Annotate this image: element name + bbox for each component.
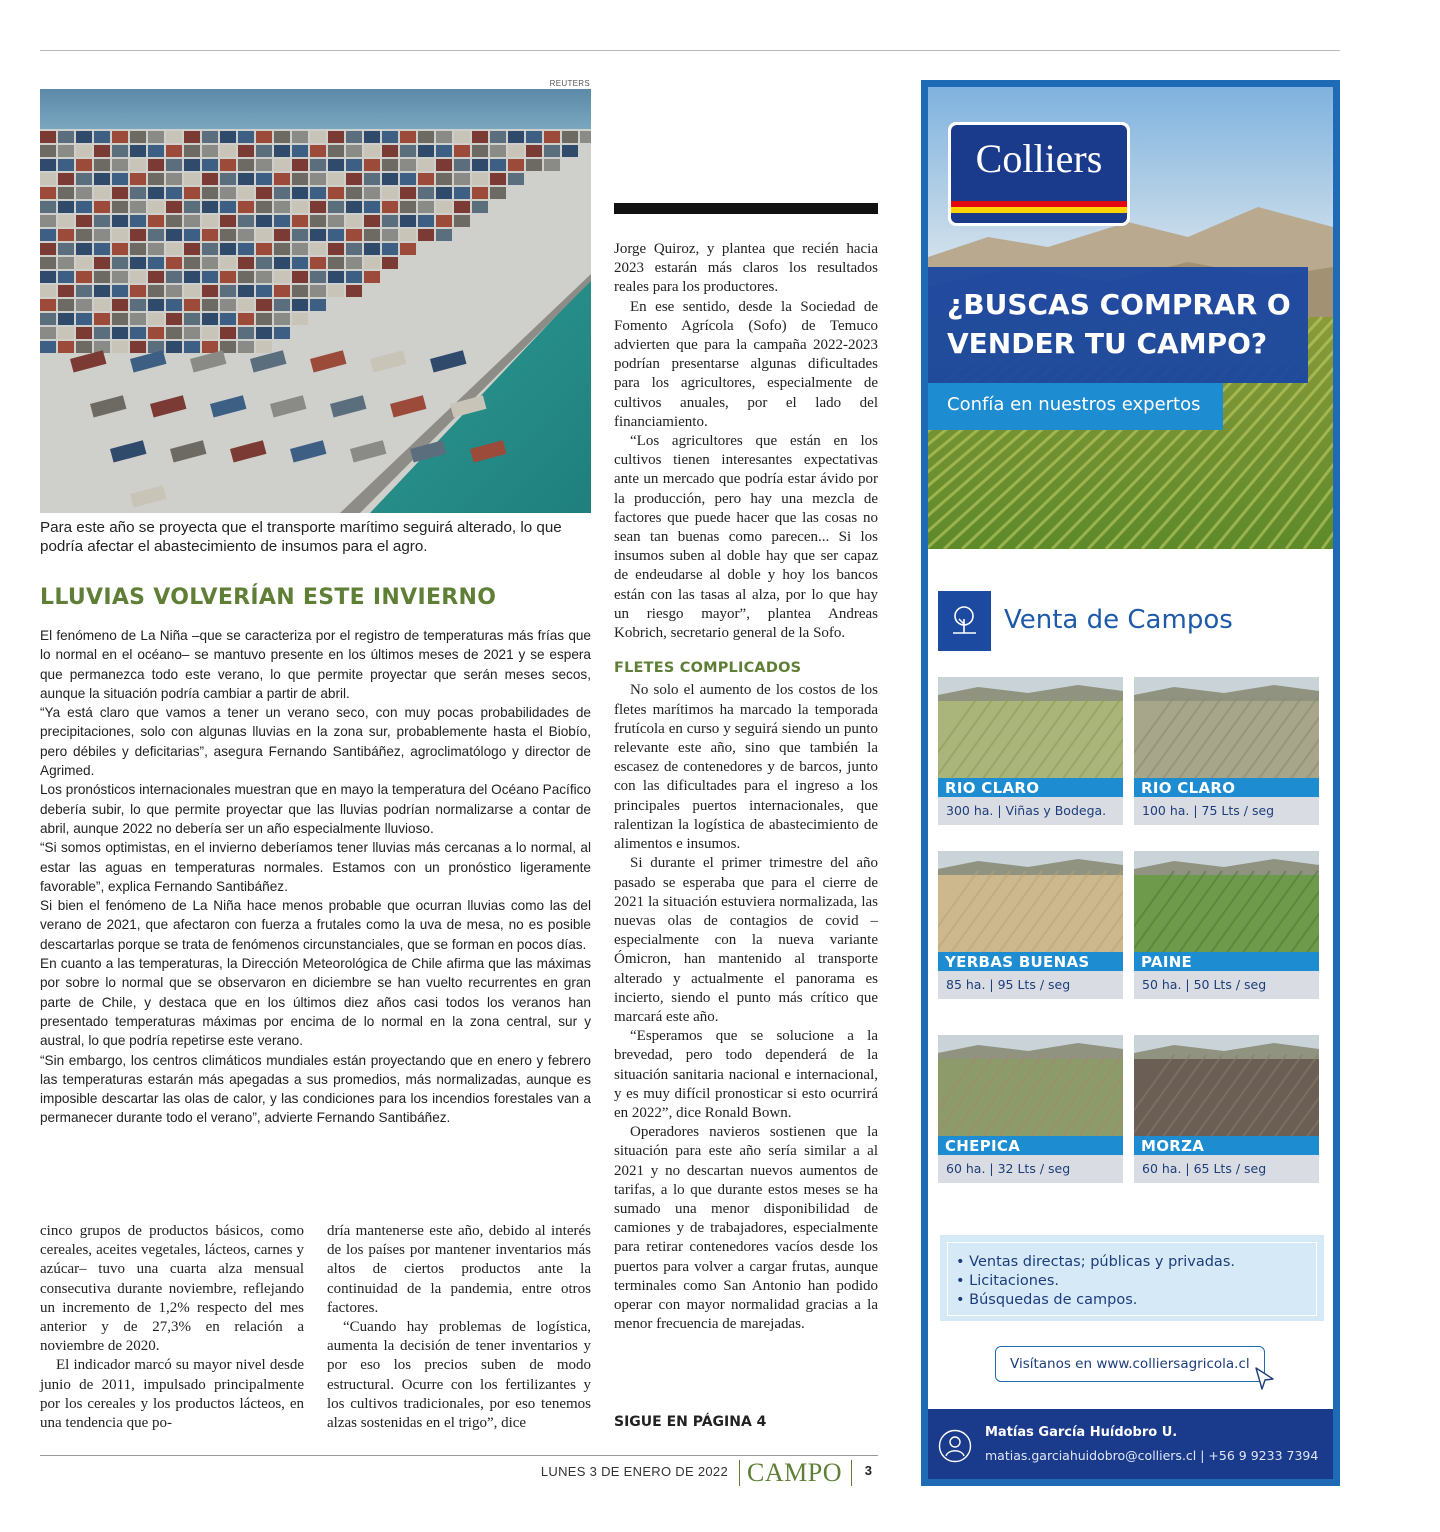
section-paragraph: “Si somos optimistas, en el invierno deberíamos tener lluvias más cercanas a lo normal, al estar las aguas en temperaturas normales. Estamos con un pronóstico ligeramente favorable”, explica Fernando Santibáñez. [40,840,591,894]
section-paragraph: Los pronósticos internacionales muestran que en mayo la temperatura del Océano Pacífico debería subir, lo que permite proyectar que las lluvias podrían normalizarse a contar de abril, aunque 2022 no debería ser un año especialmente lluvioso. [40,782,591,836]
ad-headline: ¿BUSCAS COMPRAR O VENDER TU CAMPO? [947,288,1291,360]
article-paragraph: Jorge Quiroz, y plantea que recién hacia 2023 estarán más claros los resultados reales para los productores. [614,241,878,296]
property-name: MORZA [1141,1137,1205,1155]
colliers-logo [948,122,1130,226]
photo-caption: Para este año se proyecta que el transporte marítimo seguirá alterado, lo que podría afectar el abastecimiento de insumos para el agro. [40,519,562,555]
footer-rule [40,1455,878,1456]
property-name-bar [938,952,1123,971]
service-item: • Búsquedas de campos. [956,1291,1316,1310]
article-paragraph: dría mantenerse este año, debido al interés de los países por mantener inventarios más altos de ciertos productos ante la continuidad de la pandemia, entre otros factores. [327,1223,591,1316]
article-paragraph: “Los agricultores que están en los cultivos tienen interesantes expectativas ante un mercado que podría estar ávido por la producción, pero hay una mezcla de factores que puede hacer que las cosas no sean tan buenas como parecen... Si los insumos suben al doble hay que ser capaz de endeudarse al doble y hoy los bancos están con las tasas al alza, por lo que hay un riesgo mayor”, plantea Andreas Kobrich, secretario general de la Sofo. [614,433,878,642]
property-info: 300 ha. | Viñas y Bodega. [946,803,1107,818]
service-item: • Ventas directas; públicas y privadas. [956,1253,1316,1272]
article-column-3 [614,240,878,1334]
property-info-bar [938,1155,1123,1183]
ad-headline-banner [928,267,1308,383]
logo-wordmark: Colliers [975,136,1103,181]
property-photo [938,1035,1123,1138]
top-rule [40,50,1340,51]
section-body [40,626,591,1128]
continue-note: SIGUE EN PÁGINA 4 [614,1414,767,1430]
page-number: 3 [864,1463,872,1478]
services-box [940,1235,1324,1321]
website-button[interactable] [995,1346,1265,1382]
section-paragraph: Si bien el fenómeno de La Niña hace menos probable que ocurran lluvias como las del verano de 2021, que afectaron con fuerza a frutales como la uva de mesa, no es posible descartarlas porque se trata de fenómenos circunstanciales, que se forman en pocos días. [40,898,591,952]
article-paragraph: En ese sentido, desde la Sociedad de Fomento Agrícola (Sofo) de Temuco advierten que para la campaña 2022-2023 podrían presentarse algunas dificultades para los agricultores, especialmente de cultivos anuales, por el lado del financiamiento. [614,298,878,430]
article-subheading: FLETES COMPLICADOS [614,660,802,677]
property-name: YERBAS BUENAS [945,953,1090,971]
website-label: Visítanos en www.colliersagricola.cl [1010,1356,1250,1372]
ad-subline-banner [928,383,1223,430]
property-name: CHEPICA [945,1137,1021,1155]
property-info-bar [1134,971,1319,999]
article-paragraph: Si durante el primer trimestre del año pasado se esperaba que para el cierre de 2021 la situación estuviera normalizada, las nuevas olas de contagios de covid –especialmente con la nueva variante Ómicron, han mantenido al transporte alterado y actualmente el panorama es incierto, siendo el punto más crítico que marcará este año. [614,855,878,1025]
venta-title: Venta de Campos [1004,605,1233,635]
property-name-bar [1134,778,1319,797]
contact-bar [928,1409,1333,1479]
property-info-bar [938,797,1123,825]
footer-divider [739,1460,740,1486]
property-name-bar [1134,1136,1319,1155]
section-paragraph: El fenómeno de La Niña –que se caracteriza por el registro de temperaturas más frías que lo normal en el océano– se mantuvo presente en los últimos meses de 2021 y se espera que permanezca todo este verano, lo que permite proyectar que serán meses secos, aunque la situación podría cambiar a partir de abril. [40,628,591,701]
article-paragraph: No solo el aumento de los costos de los fletes marítimos ha marcado la temporada frutícola en curso y seguirá siendo un punto relevante este año, sino que también la escasez de contenedores y de barcos, junto con las dificultades para el ingreso a los principales puertos internacionales, que ralentizan la logística de abastecimiento de alimentos e insumos. [614,682,878,853]
column-separator-bar [614,203,878,214]
property-info-bar [1134,1155,1319,1183]
section-paragraph: En cuanto a las temperaturas, la Dirección Meteorológica de Chile afirma que las máximas por sobre lo normal que se observaron en diciembre se han vuelto recurrentes en gran parte de Chile, y destaca que en los últimos diez años casi todos los veranos han presentado temperaturas máximas por encima de lo normal en la zona central, sur y austral, lo que podría repetirse este verano. [40,956,591,1049]
tree-icon [938,591,991,651]
page-footer [40,1460,878,1490]
property-name: PAINE [1141,953,1193,971]
property-name: RIO CLARO [1141,779,1236,797]
property-photo [1134,1035,1319,1138]
property-info: 60 ha. | 65 Lts / seg [1142,1161,1267,1176]
property-name-bar [938,778,1123,797]
photo-credit: REUTERS [549,79,590,88]
property-name: RIO CLARO [945,779,1040,797]
property-photo [1134,851,1319,954]
cursor-icon [1253,1365,1277,1393]
article-paragraph: El indicador marcó su mayor nivel desde junio de 2011, impulsado principalmente por los cereales y los productos lácteos, en una tendencia que po- [40,1357,304,1432]
property-info: 60 ha. | 32 Lts / seg [946,1161,1071,1176]
logo-stripe-blue [951,213,1127,223]
article-paragraph: “Esperamos que se solucione a la brevedad, pero todo dependerá de la situación sanitaria nacional e internacional, y es muy difícil pronosticar si esto ocurrirá en 2022”, dice Ronald Bown. [614,1028,878,1121]
contact-name: Matías García Huídobro U. [985,1425,1178,1440]
property-name-bar [938,1136,1123,1155]
property-photo [938,677,1123,780]
colliers-advertisement [921,80,1340,1486]
article-paragraph: Operadores navieros sostienen que la situación para este año sería similar a al 2021 y no descartan nuevos aumentos de tarifas, a lo que durante estos meses se ha sumado una menor disponibilidad de camiones y de trabajadores, especialmente para retirar contenedores vacíos desde los puertos para volver a cargar frutas, aunque terminales como San Antonio han podido operar con mayor normalidad gracias a la menor frecuencia de marejadas. [614,1124,878,1333]
article-paragraph: cinco grupos de productos básicos, como cereales, aceites vegetales, lácteos, carnes y azúcar– tuvo una cuarta alza mensual consecutiva durante noviembre, reflejando un incremento de 1,2% respecto del mes anterior y de 27,3% en relación a noviembre de 2020. [40,1223,304,1355]
property-info: 85 ha. | 95 Lts / seg [946,977,1071,992]
person-icon [938,1429,972,1463]
property-info-bar [938,971,1123,999]
footer-date: LUNES 3 DE ENERO DE 2022 [540,1464,728,1479]
contact-info[interactable]: matias.garciahuidobro@colliers.cl | +56 9 9233 7394 [985,1448,1319,1463]
section-heading: LLUVIAS VOLVERÍAN ESTE INVIERNO [40,585,497,610]
footer-divider [851,1460,852,1486]
section-paragraph: “Ya está claro que vamos a tener un verano seco, con muy pocas probabilidades de precipitaciones, solo con algunas lluvias en la zona sur, probablemente hasta el Biobío, pero débiles y deficitarias”, asegura Fernando Santibáñez, agroclimatólogo y director de Agrimed. [40,705,591,779]
service-item: • Licitaciones. [956,1272,1316,1291]
ad-subline: Confía en nuestros expertos [947,394,1201,415]
property-photo [1134,677,1319,780]
article-column-1 [40,1222,304,1433]
property-info: 100 ha. | 75 Lts / seg [1142,803,1275,818]
port-photo [40,89,591,513]
property-photo [938,851,1123,954]
footer-section-name: CAMPO [747,1458,842,1487]
property-name-bar [1134,952,1319,971]
section-paragraph: “Sin embargo, los centros climáticos mundiales están proyectando que en enero y febrero las temperaturas estarán más apegadas a sus promedios, más normalizadas, aunque es imposible descartar las olas de calor, y las condiciones para los incendios forestales van a permanecer durante todo el verano”, advierte Fernando Santibáñez. [40,1052,591,1126]
article-column-2 [327,1222,591,1433]
property-info: 50 ha. | 50 Lts / seg [1142,977,1267,992]
article-paragraph: “Cuando hay problemas de logística, aumenta la decisión de tener inventarios y por eso los precios suben de modo estructural. Ocurre con los fertilizantes y los cultivos tradicionales, por eso tenemos alzas sostenidas en el trigo”, dice [327,1319,591,1432]
property-info-bar [1134,797,1319,825]
